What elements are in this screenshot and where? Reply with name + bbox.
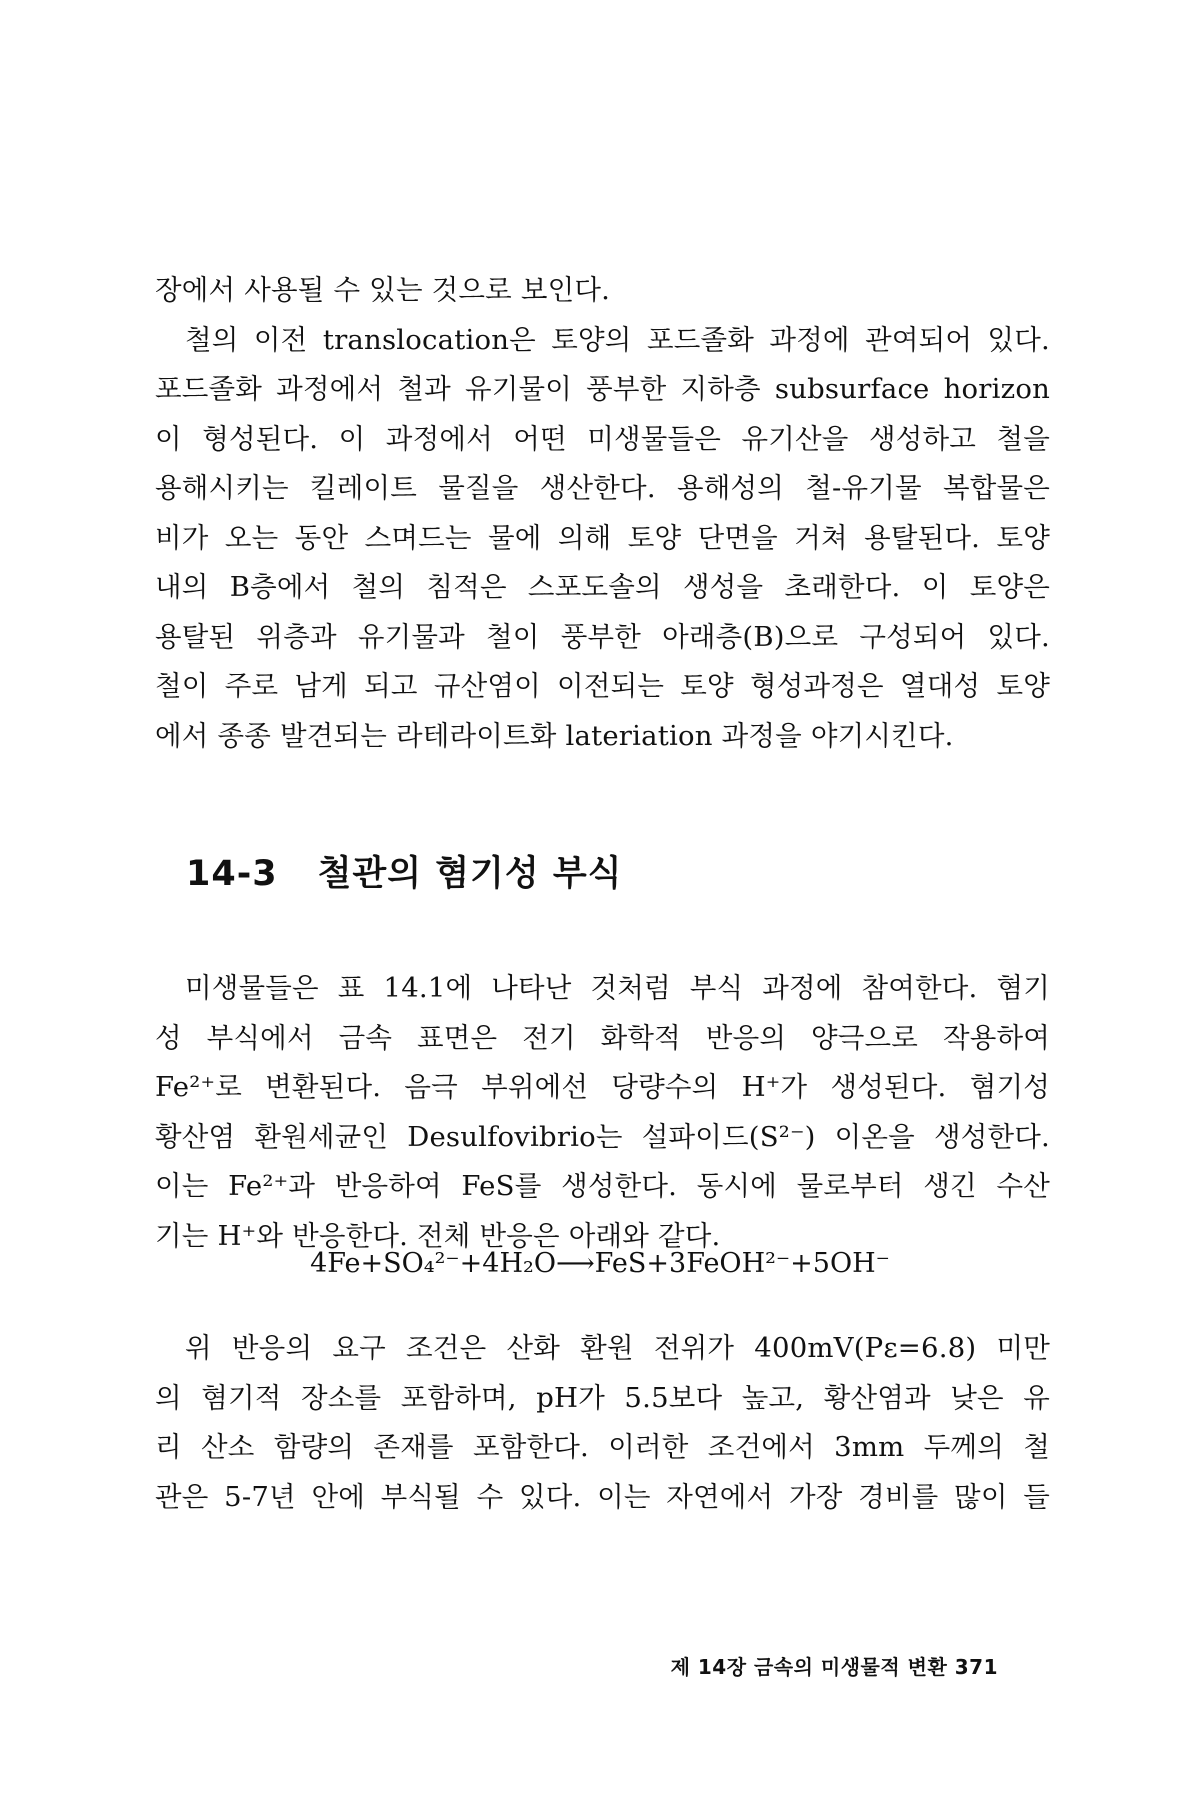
conditions-line-4: 관은 5-7년 안에 부식될 수 있다. 이는 자연에서 가장 경비를 많이 들: [155, 1480, 1050, 1513]
reaction-equation: 4Fe+SO₄²⁻+4H₂O⟶FeS+3FeOH²⁻+5OH⁻: [310, 1248, 890, 1279]
section-heading: [186, 846, 622, 896]
section-number: 14-3: [186, 854, 278, 894]
corrosion-line-3: Fe²⁺로 변환된다. 음극 부위에선 당량수의 H⁺가 생성된다. 혐기성: [155, 1071, 1050, 1103]
iron-paragraph-line-6: 내의 B층에서 철의 침적은 스포도솔의 생성을 초래한다. 이 토양은: [155, 571, 1050, 603]
iron-paragraph-line-4: 용해시키는 킬레이트 물질을 생산한다. 용해성의 철-유기물 복합물은: [155, 472, 1050, 504]
corrosion-paragraph: [155, 964, 1050, 1261]
body-text-top: [155, 266, 1050, 761]
iron-paragraph-line-3: 이 형성된다. 이 과정에서 어떤 미생물들은 유기산을 생성하고 철을: [155, 422, 1050, 455]
conditions-line-3: 리 산소 함량의 존재를 포함한다. 이러한 조건에서 3mm 두께의 철: [155, 1431, 1050, 1463]
conditions-paragraph: [155, 1324, 1050, 1522]
section-title: 철관의 혐기성 부식: [317, 854, 623, 894]
corrosion-line-2: 성 부식에서 금속 표면은 전기 화학적 반응의 양극으로 작용하여: [155, 1021, 1050, 1054]
page-footer: 제 14장 금속의 미생물적 변환 371: [670, 1655, 998, 1679]
corrosion-line-4: 황산염 환원세균인 Desulfovibrio는 설파이드(S²⁻) 이온을 생성한다.: [155, 1120, 1050, 1153]
conditions-line-1: 위 반응의 요구 조건은 산화 환원 전위가 400mV(Pε=6.8) 미만: [185, 1332, 1050, 1364]
iron-paragraph-line-2: 포드졸화 과정에서 철과 유기물이 풍부한 지하층 subsurface horizon: [155, 373, 1050, 405]
iron-paragraph-line-1: 철의 이전 translocation은 토양의 포드졸화 과정에 관여되어 있다.: [185, 323, 1050, 356]
continuation-line: 장에서 사용될 수 있는 것으로 보인다.: [155, 274, 611, 306]
iron-paragraph-line-5: 비가 오는 동안 스며드는 물에 의해 토양 단면을 거쳐 용탈된다. 토양: [155, 521, 1050, 554]
corrosion-line-6: 기는 H⁺와 반응한다. 전체 반응은 아래와 같다.: [155, 1219, 721, 1252]
conditions-line-2: 의 혐기적 장소를 포함하며, pH가 5.5보다 높고, 황산염과 낮은 유: [155, 1381, 1050, 1414]
iron-paragraph-line-9: 에서 종종 발견되는 라테라이트화 lateriation 과정을 야기시킨다.: [155, 719, 954, 752]
iron-paragraph-line-8: 철이 주로 남게 되고 규산염이 이전되는 토양 형성과정은 열대성 토양: [155, 670, 1050, 702]
corrosion-line-1: 미생물들은 표 14.1에 나타난 것처럼 부식 과정에 참여한다. 혐기: [185, 972, 1050, 1004]
iron-paragraph-line-7: 용탈된 위층과 유기물과 철이 풍부한 아래층(B)으로 구성되어 있다.: [155, 620, 1050, 653]
corrosion-line-5: 이는 Fe²⁺과 반응하여 FeS를 생성한다. 동시에 물로부터 생긴 수산: [155, 1170, 1050, 1202]
